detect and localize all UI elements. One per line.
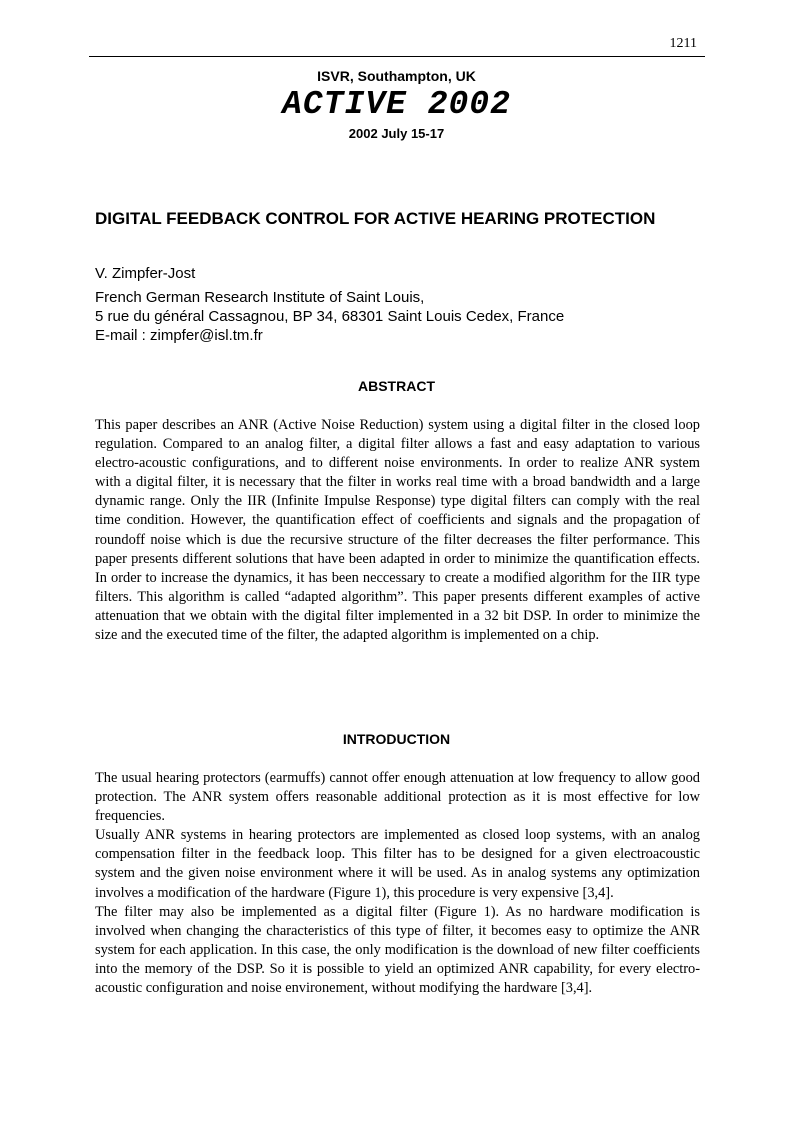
introduction-paragraph-1: The usual hearing protectors (earmuffs) cannot offer enough attenuation at low frequency to allow good protection. The ANR system offers reasonable additional protection as it is most effective for low frequencies. xyxy=(95,770,700,825)
abstract-paragraph: This paper describes an ANR (Active Noise Reduction) system using a digital filter in the closed loop regulation. Compared to an analog filter, a digital filter allows a fast and easy adaptation to various electro-acoustic configurations, and to different noise environments. In order to realize ANR system with a digital filter, it is necessary that the filter in works real time with a broad bandwidth and a large dynamic range. Only the IIR (Infinite Impulse Response) type digital filters can comply with the real time condition. However, the quantification effect of coefficients and signals and the propagation of roundoff noise which is due the recursive structure of the filter decreases the filter performance. This paper presents different solutions that have been adapted in order to minimize the quantification effects. In order to increase the dynamics, it has been neccessary to create a modified algorithm for the IIR type filters. This algorithm is called “adapted algorithm”. This paper presents different examples of active attenuation that we obtain with the digital filter implemented in a 32 bit DSP. In order to minimize the size and the executed time of the filter, the adapted algorithm is implemented on a chip. xyxy=(95,417,700,644)
abstract-heading: ABSTRACT xyxy=(358,378,435,394)
introduction-paragraph-2: Usually ANR systems in hearing protectors are implemented as closed loop systems, with an analog compensation filter in the feedback loop. This filter has to be designed for a given electroacoustic system and the given noise environment where it will be used. As in analog systems any optimization involves a modification of the hardware (Figure 1), this procedure is very expensive [3,4]. xyxy=(95,827,700,901)
introduction-text xyxy=(95,769,700,998)
conference-location: ISVR, Southampton, UK xyxy=(317,68,476,84)
introduction-heading: INTRODUCTION xyxy=(342,731,451,747)
page-number: 1211 xyxy=(669,36,697,51)
conference-name: ACTIVE 2002 xyxy=(282,86,511,123)
paper-title: DIGITAL FEEDBACK CONTROL FOR ACTIVE HEARING PROTECTION xyxy=(95,209,656,228)
author-block xyxy=(95,264,715,345)
author-address: 5 rue du général Cassagnou, BP 34, 68301 Saint Louis Cedex, France xyxy=(95,308,565,325)
introduction-paragraph-3: The filter may also be implemented as a digital filter (Figure 1). As no hardware modification is involved when changing the characteristics of this type of filter, it becomes easy to optimize the ANR system for each application. In this case, the only modification is the download of new filter coefficients into the memory of the DSP. So it is possible to yield an optimized ANR capability, for every electro-acoustic configuration and noise environement, without modifying the hardware [3,4]. xyxy=(95,903,700,997)
conference-date: 2002 July 15-17 xyxy=(348,126,445,141)
header-rule xyxy=(89,56,705,57)
author-affiliation: French German Research Institute of Saint Louis, xyxy=(95,289,425,306)
author-email: E-mail : zimpfer@isl.tm.fr xyxy=(95,327,263,344)
author-name: V. Zimpfer-Jost xyxy=(95,265,196,282)
abstract-text xyxy=(95,416,700,645)
